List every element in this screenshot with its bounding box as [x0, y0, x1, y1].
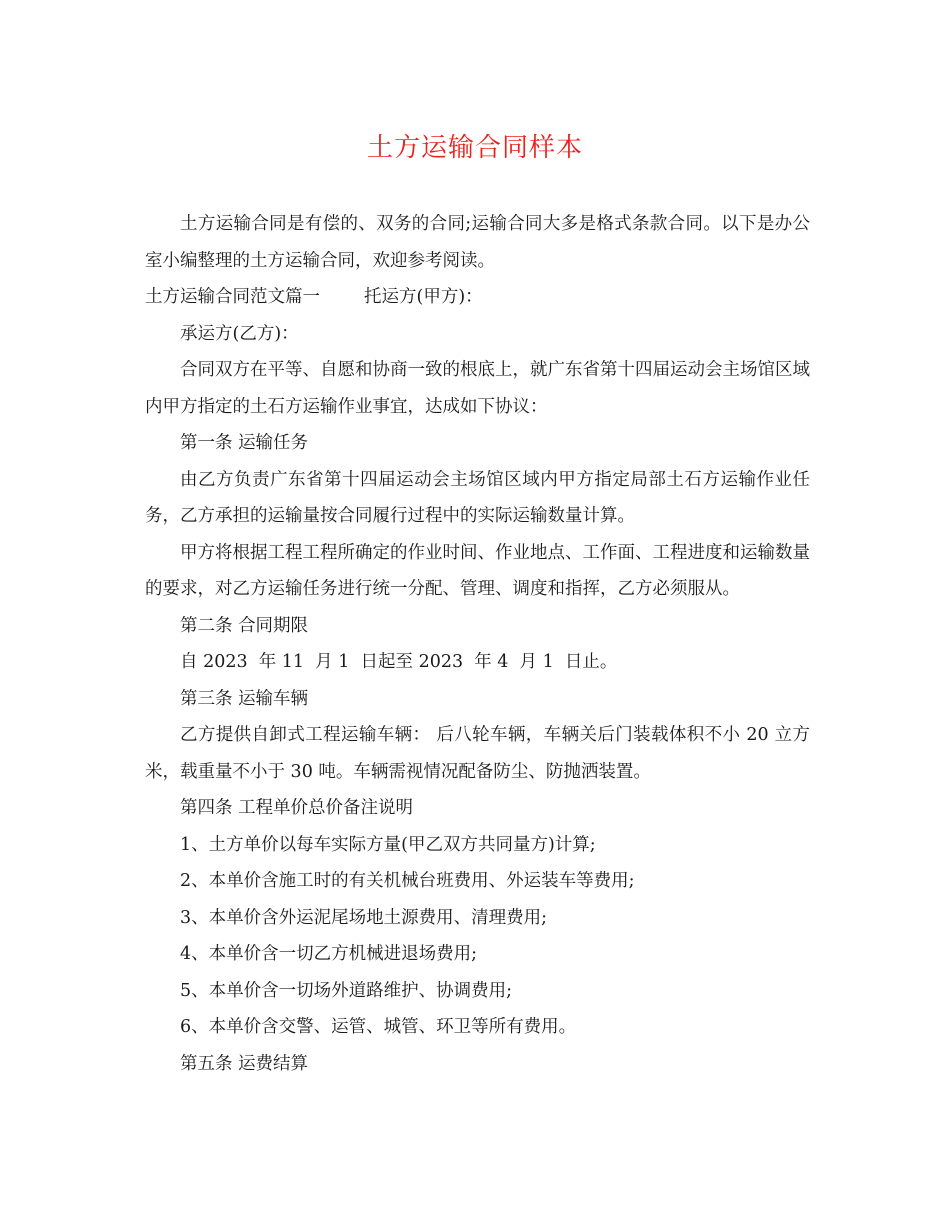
intro-paragraph: 土方运输合同是有偿的、双务的合同;运输合同大多是格式条款合同。以下是办公室小编整理的土方运输合同，欢迎参考阅读。	[145, 214, 810, 271]
article-2-paragraph: 自 2023 年 11 月 1 日起至 2023 年 4 月 1 日止。	[180, 652, 618, 672]
article-3-paragraph: 乙方提供自卸式工程运输车辆： 后八轮车辆，车辆关后门装载体积不小 20 立方米，载重量不小于 30 吨。车辆需视情况配备防尘、防抛洒装置。	[145, 725, 810, 782]
article-1-title: 第一条 运输任务	[180, 433, 309, 453]
article-1-paragraph-2: 甲方将根据工程工程所确定的作业时间、作业地点、工作面、工程进度和运输数量的要求，对乙方运输任务进行统一分配、管理、调度和指挥，乙方必须服从。	[145, 542, 810, 599]
section-heading: 土方运输合同范文篇一	[145, 287, 320, 307]
list-item: 6、本单价含交警、运管、城管、环卫等所有费用。	[180, 1017, 577, 1037]
article-2-title: 第二条 合同期限	[180, 615, 309, 636]
list-item: 4、本单价含一切乙方机械进退场费用;	[180, 944, 478, 964]
list-item: 1、土方单价以每车实际方量(甲乙双方共同量方)计算;	[180, 834, 596, 855]
article-4-title: 第四条 工程单价总价备注说明	[180, 798, 414, 818]
section-heading-line	[145, 279, 810, 316]
document-title: 土方运输合同样本	[366, 133, 583, 163]
party-a-label: 托运方(甲方)：	[364, 287, 483, 307]
article-5-title: 第五条 运费结算	[180, 1053, 309, 1074]
party-b-label: 承运方(乙方)：	[180, 323, 299, 344]
article-3-title: 第三条 运输车辆	[180, 688, 309, 709]
list-item: 5、本单价含一切场外道路维护、协调费用;	[180, 980, 513, 1001]
article-1-paragraph-1: 由乙方负责广东省第十四届运动会主场馆区域内甲方指定局部土石方运输作业任务，乙方承担的运输量按合同履行过程中的实际运输数量计算。	[145, 469, 810, 526]
document-body	[145, 206, 810, 1082]
preamble-paragraph: 合同双方在平等、自愿和协商一致的根底上，就广东省第十四届运动会主场馆区域内甲方指定的土石方运输作业事宜，达成如下协议：	[145, 360, 810, 417]
list-item: 3、本单价含外运泥尾场地土源费用、清理费用;	[180, 907, 548, 928]
list-item: 2、本单价含施工时的有关机械台班费用、外运装车等费用;	[180, 871, 635, 891]
